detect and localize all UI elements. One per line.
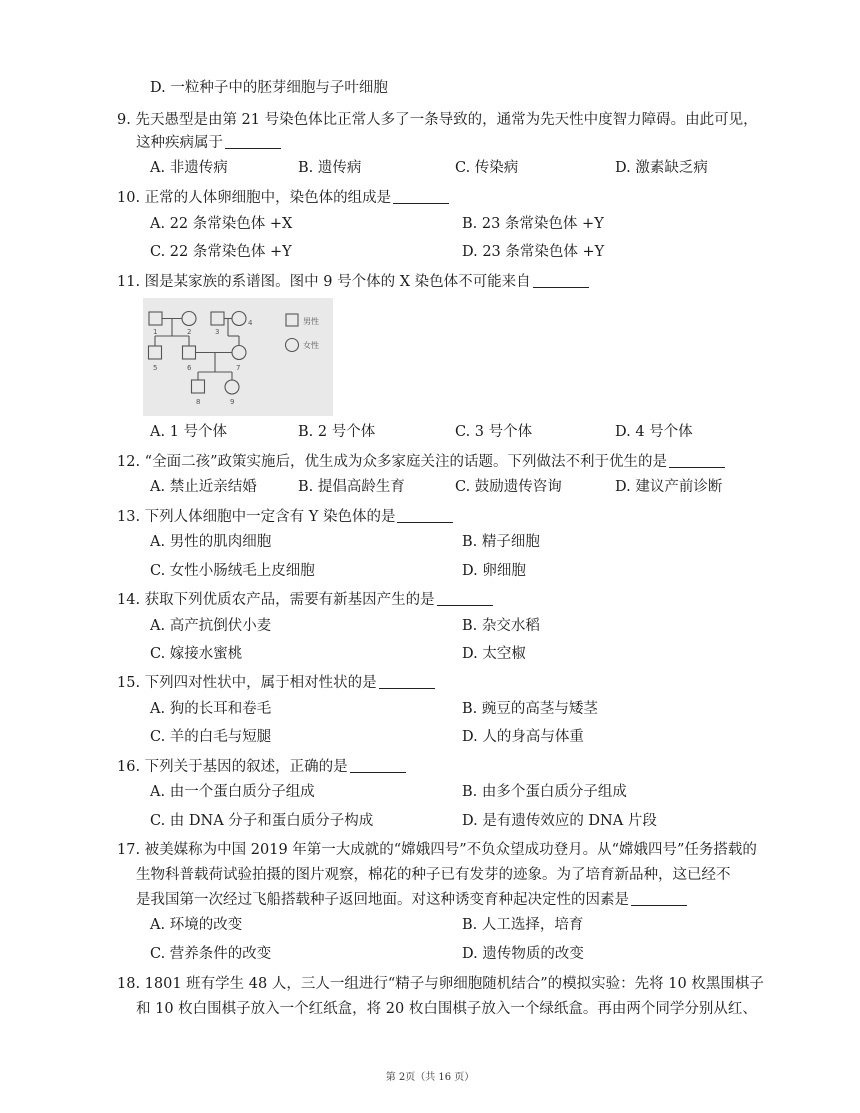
q14-option-d: D. 太空椒 <box>462 646 526 662</box>
q13-option-b: B. 精子细胞 <box>462 534 540 550</box>
label-7: 7 <box>236 364 241 372</box>
q12-stem: 12. “全面二孩”政策实施后，优生成为众多家庭关注的话题。下列做法不利于优生的是 <box>117 452 725 472</box>
legend-female-symbol <box>286 339 299 352</box>
answer-blank <box>669 453 725 468</box>
legend-female-label: 女性 <box>303 341 319 350</box>
q13-option-d: D. 卵细胞 <box>462 563 526 579</box>
q17-stem-line3: 是我国第一次经过飞船搭载种子返回地面。对这种诱变育种起决定性的因素是 <box>136 890 687 910</box>
q16-option-a: A. 由一个蛋白质分子组成 <box>150 784 315 800</box>
answer-blank <box>350 758 406 773</box>
q15-option-a: A. 狗的长耳和卷毛 <box>150 701 272 717</box>
q9-option-a: A. 非遗传病 <box>150 160 228 176</box>
q14-option-a: A. 高产抗倒伏小麦 <box>150 618 272 634</box>
answer-blank <box>225 134 281 149</box>
q10-stem: 10. 正常的人体卵细胞中，染色体的组成是 <box>117 188 449 208</box>
label-8: 8 <box>196 398 201 406</box>
label-4: 4 <box>248 319 253 327</box>
pedigree-female-4 <box>232 312 246 326</box>
q13-option-a: A. 男性的肌肉细胞 <box>150 534 272 550</box>
q16-stem: 16. 下列关于基因的叙述，正确的是 <box>117 757 406 777</box>
q9-option-d: D. 激素缺乏病 <box>615 160 708 176</box>
label-6: 6 <box>187 364 192 372</box>
pedigree-male-1 <box>149 312 162 325</box>
pedigree-chart <box>143 298 333 416</box>
q11-stem: 11. 图是某家族的系谱图。图中 9 号个体的 X 染色体不可能来自 <box>117 272 589 292</box>
answer-blank <box>379 674 435 689</box>
q12-option-b: B. 提倡高龄生育 <box>298 479 405 495</box>
pedigree-male-5 <box>149 346 162 359</box>
answer-blank <box>533 273 589 288</box>
page-footer: 第 2页（共 16 页） <box>385 1072 475 1083</box>
pedigree-female-7 <box>232 346 246 360</box>
q11-option-a: A. 1 号个体 <box>150 424 228 440</box>
q10-option-b: B. 23 条常染色体 +Y <box>462 216 604 232</box>
q12-option-d: D. 建议产前诊断 <box>615 479 723 495</box>
q11-option-d: D. 4 号个体 <box>615 424 693 440</box>
q10-option-d: D. 23 条常染色体 +Y <box>462 244 605 260</box>
q15-option-b: B. 豌豆的高茎与矮茎 <box>462 701 598 717</box>
legend-male-symbol <box>286 314 298 326</box>
label-1: 1 <box>153 328 158 336</box>
q9-option-c: C. 传染病 <box>455 160 519 176</box>
q12-option-a: A. 禁止近亲结婚 <box>150 479 257 495</box>
q13-option-c: C. 女性小肠绒毛上皮细胞 <box>150 563 315 579</box>
label-9: 9 <box>230 398 235 406</box>
q11-option-b: B. 2 号个体 <box>298 424 376 440</box>
answer-blank <box>393 189 449 204</box>
pedigree-male-6 <box>183 346 196 359</box>
q17-option-b: B. 人工选择，培育 <box>462 917 584 933</box>
answer-blank <box>631 891 687 906</box>
q14-option-b: B. 杂交水稻 <box>462 618 540 634</box>
q17-option-c: C. 营养条件的改变 <box>150 946 272 962</box>
q9-stem-line1: 9. 先天愚型是由第 21 号染色体比正常人多了一条导致的，通常为先天性中度智力障碍。由此可见， <box>117 112 758 128</box>
q9-stem-line2: 这种疾病属于 <box>136 133 281 153</box>
q10-option-c: C. 22 条常染色体 +Y <box>150 244 292 260</box>
q13-stem: 13. 下列人体细胞中一定含有 Y 染色体的是 <box>117 507 453 527</box>
pedigree-male-8 <box>192 380 205 393</box>
q14-option-c: C. 嫁接水蜜桃 <box>150 646 243 662</box>
q18-stem-line1: 18. 1801 班有学生 48 人，三人一组进行“精子与卵细胞随机结合”的模拟实验：先将 10 枚黑围棋子 <box>117 976 764 992</box>
label-3: 3 <box>215 328 220 336</box>
q16-option-c: C. 由 DNA 分子和蛋白质分子构成 <box>150 813 374 829</box>
label-2: 2 <box>187 328 192 336</box>
q16-option-b: B. 由多个蛋白质分子组成 <box>462 784 627 800</box>
pedigree-diagram <box>143 298 333 416</box>
pedigree-male-3 <box>211 312 224 325</box>
q18-stem-line2: 和 10 枚白围棋子放入一个红纸盒，将 20 枚白围棋子放入一个绿纸盒。再由两个同学分别从红、 <box>136 1001 757 1017</box>
q17-option-d: D. 遗传物质的改变 <box>462 946 584 962</box>
q16-option-d: D. 是有遗传效应的 DNA 片段 <box>462 813 657 829</box>
q10-option-a: A. 22 条常染色体 +X <box>150 216 293 232</box>
pedigree-female-9 <box>225 380 239 394</box>
q14-stem: 14. 获取下列优质农产品，需要有新基因产生的是 <box>117 590 493 610</box>
answer-blank <box>437 591 493 606</box>
q17-stem-line2: 生物科普载荷试验拍摄的图片观察，棉花的种子已有发芽的迹象。为了培育新品种，这已经不 <box>136 867 731 883</box>
answer-blank <box>397 508 453 523</box>
q11-option-c: C. 3 号个体 <box>455 424 533 440</box>
q12-option-c: C. 鼓励遗传咨询 <box>455 479 562 495</box>
q8-option-d: D. 一粒种子中的胚芽细胞与子叶细胞 <box>150 80 388 96</box>
q9-option-b: B. 遗传病 <box>298 160 362 176</box>
q15-option-c: C. 羊的白毛与短腿 <box>150 729 272 745</box>
label-5: 5 <box>153 364 158 372</box>
q15-option-d: D. 人的身高与体重 <box>462 729 584 745</box>
legend-male-label: 男性 <box>303 317 319 326</box>
q17-option-a: A. 环境的改变 <box>150 917 243 933</box>
pedigree-female-2 <box>182 312 196 326</box>
q15-stem: 15. 下列四对性状中，属于相对性状的是 <box>117 673 435 693</box>
q17-stem-line1: 17. 被美媒称为中国 2019 年第一大成就的“嫦娥四号”不负众望成功登月。从“嫦娥四号”任务搭载的 <box>117 842 757 858</box>
